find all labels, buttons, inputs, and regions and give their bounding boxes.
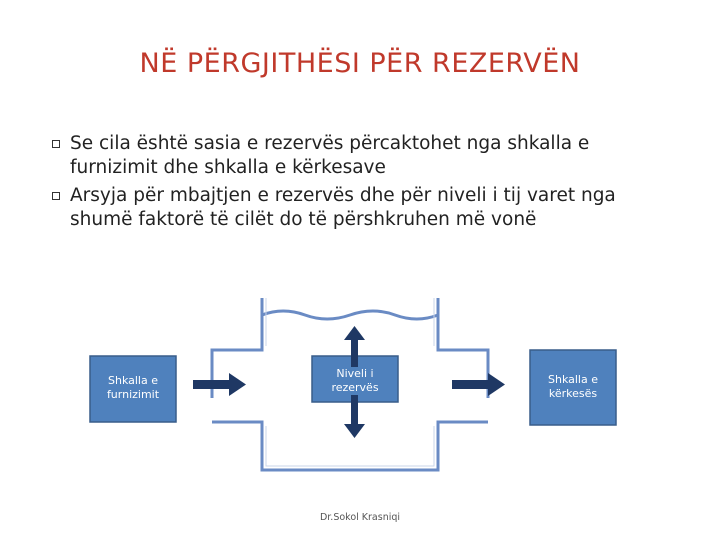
demand-box-label: Shkalla e kërkesës <box>548 373 598 400</box>
water-surface <box>262 311 438 319</box>
supply-box-label: Shkalla e furnizimit <box>106 374 160 401</box>
footer-author: Dr.Sokol Krasniqi <box>319 512 401 523</box>
bullet-text: Arsyja për mbajtjen e rezervës dhe për niveli i tij varet nga shumë faktorë të cilët do të përshkruhen më vonë <box>70 185 616 230</box>
bullet-text: Se cila është sasia e rezervës përcaktohet nga shkalla e furnizimit dhe shkalla e kërkesave <box>70 133 590 178</box>
slide-title: NË PËRGJITHËSI PËR REZERVËN <box>139 48 581 79</box>
arrow-right-icon <box>193 373 246 396</box>
reserve-box-label: Niveli i rezervës <box>318 367 392 395</box>
arrow-right-icon <box>452 373 505 396</box>
